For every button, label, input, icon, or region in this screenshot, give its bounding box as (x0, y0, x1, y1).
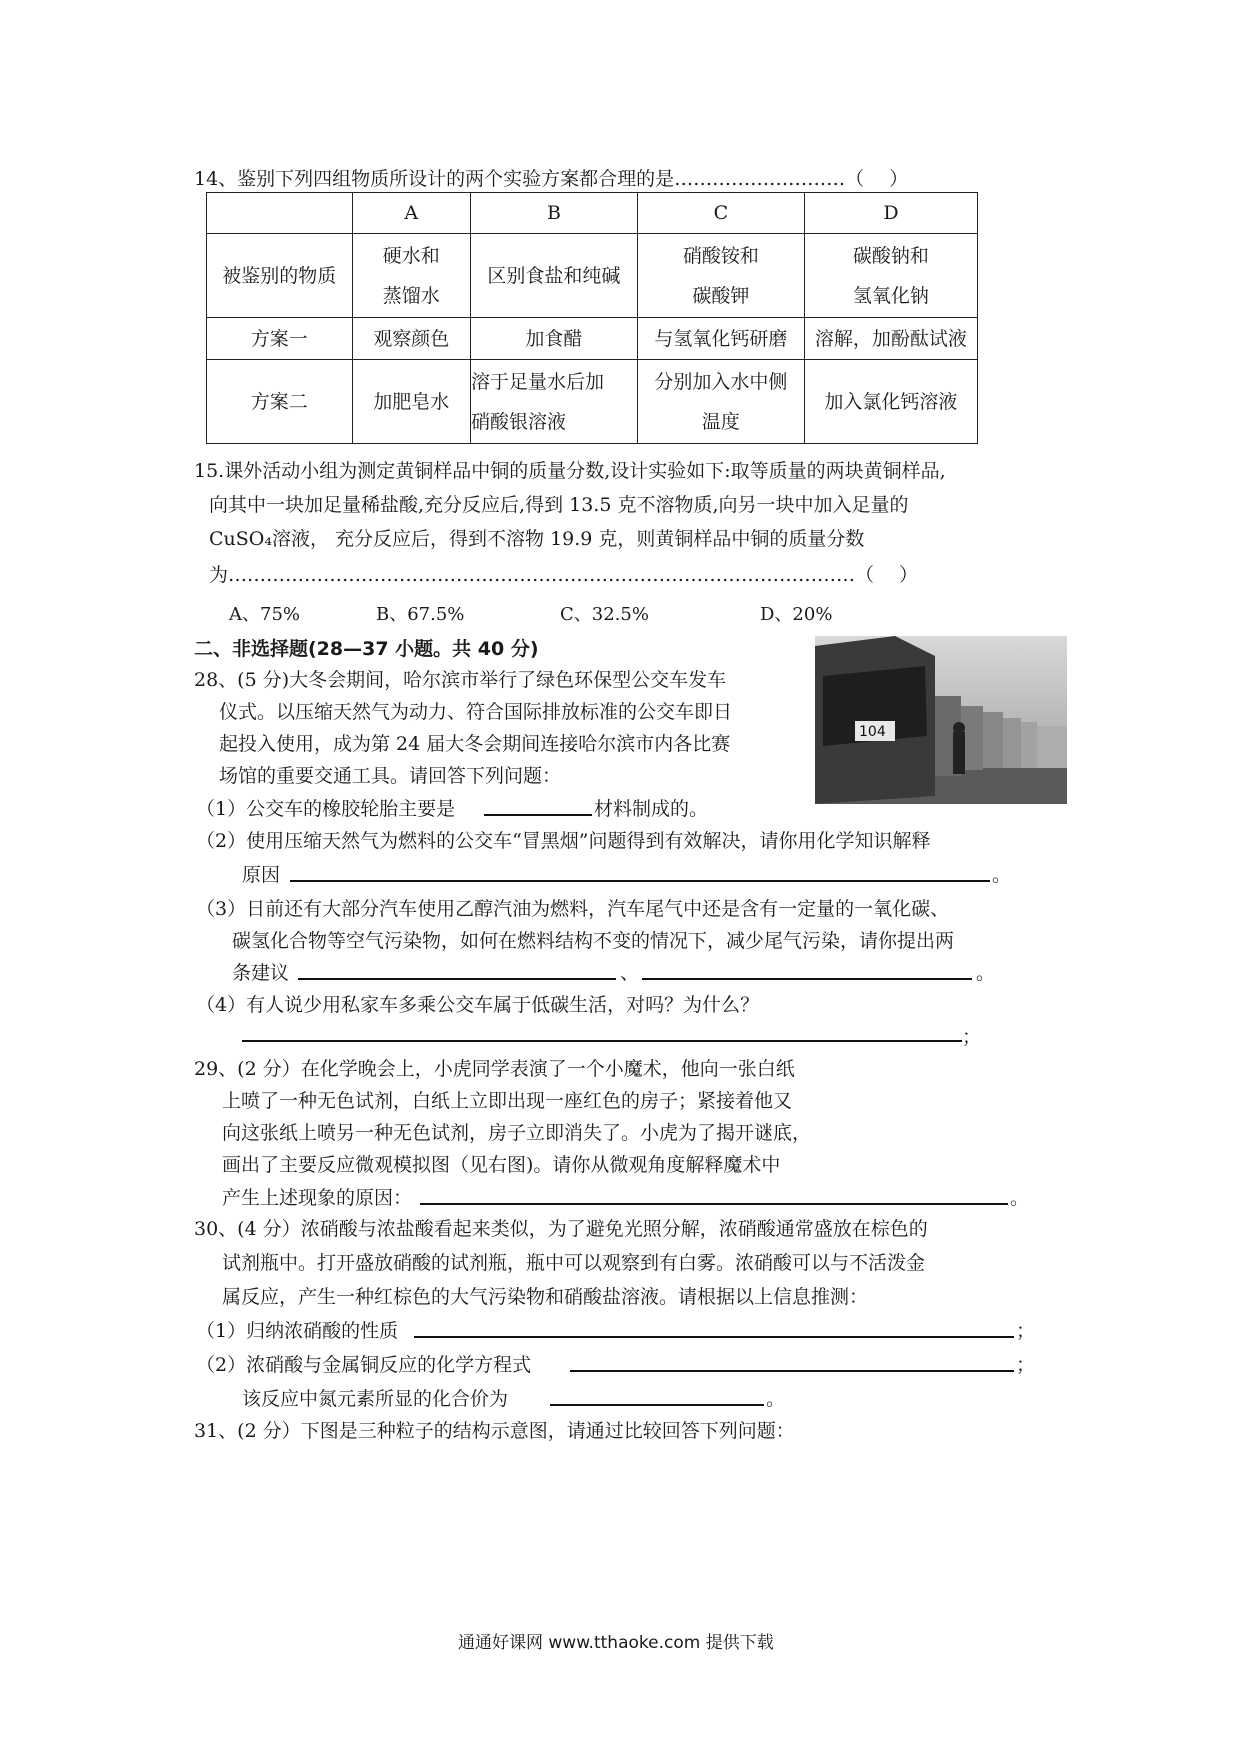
answer-blank[interactable] (298, 978, 616, 980)
bus-photo (815, 636, 1067, 804)
q28-line: 28、(5 分)大冬会期间，哈尔滨市举行了绿色环保型公交车发车 (194, 669, 727, 691)
q28-sub2-end: 。 (992, 864, 1012, 886)
q15-line: 向其中一块加足量稀盐酸,充分反应后,得到 13.5 克不溶物质,向另一块中加入足量的 (209, 494, 909, 516)
q29-line: 上喷了一种无色试剂，白纸上立即出现一座红色的房子；紧接着他又 (222, 1090, 793, 1112)
q29-end: 。 (1010, 1187, 1030, 1209)
table-row (207, 193, 978, 234)
q28-sub2-label: 原因 (242, 864, 281, 886)
q28-sub3-label: 条建议 (232, 962, 290, 984)
q28-sub3-end: 。 (976, 962, 996, 984)
table-cell: 观察颜色 (352, 318, 470, 360)
answer-blank[interactable] (642, 978, 972, 980)
answer-blank[interactable] (550, 1404, 764, 1406)
table-cell: 硬水和 蒸馏水 (352, 234, 470, 318)
table-cell: 硝酸铵和 碳酸钾 (637, 234, 804, 318)
q30-sub2b-end: 。 (766, 1388, 786, 1410)
q30-sub1-end: ； (1016, 1320, 1036, 1342)
table-cell: 溶于足量水后加 硝酸银溶液 (470, 360, 637, 444)
table-cell: 加食醋 (470, 318, 637, 360)
table-header-b: B (470, 193, 637, 234)
answer-blank[interactable] (414, 1336, 1014, 1338)
table-cell: 碳酸钠和 氢氧化钠 (804, 234, 977, 318)
table-cell: 加肥皂水 (352, 360, 470, 444)
answer-blank[interactable] (484, 814, 592, 816)
answer-blank[interactable] (242, 1040, 962, 1042)
table-cell: 分别加入水中侧 温度 (637, 360, 804, 444)
answer-blank[interactable] (290, 880, 990, 882)
table-cell: 区别食盐和纯碱 (470, 234, 637, 318)
q28-sub4-end: ； (962, 1026, 982, 1048)
q15-line: 15.课外活动小组为测定黄铜样品中铜的质量分数,设计实验如下:取等质量的两块黄铜样品, (194, 460, 946, 482)
q28-sub3: 碳氢化合物等空气污染物，如何在燃料结构不变的情况下，减少尾气污染，请你提出两 (232, 930, 955, 952)
q31-line: 31、(2 分）下图是三种粒子的结构示意图，请通过比较回答下列问题： (194, 1420, 795, 1442)
table-header-a: A (352, 193, 470, 234)
q28-sub3-sep: 、 (620, 962, 640, 984)
q28-line: 仪式。以压缩天然气为动力、符合国际排放标准的公交车即日 (219, 701, 733, 723)
table-row (207, 234, 978, 318)
q30-line: 30、(4 分）浓硝酸与浓盐酸看起来类似，为了避免光照分解，浓硝酸通常盛放在棕色的 (194, 1218, 928, 1240)
q28-sub1-end: 材料制成的。 (594, 798, 709, 820)
q28-sub3: （3）日前还有大部分汽车使用乙醇汽油为燃料，汽车尾气中还是含有一定量的一氧化碳、 (196, 898, 950, 920)
table-row (207, 318, 978, 360)
bus-number: 104 (859, 724, 886, 740)
footer: 通通好课网 www.tthaoke.com 提供下载 (458, 1633, 774, 1653)
table-cell: 溶解，加酚酞试液 (804, 318, 977, 360)
q29-line: 画出了主要反应微观模拟图（见右图)。请你从微观角度解释魔术中 (222, 1154, 781, 1176)
q28-line: 起投入使用，成为第 24 届大冬会期间连接哈尔滨市内各比赛 (219, 733, 731, 755)
row-label: 方案一 (207, 318, 353, 360)
q14-table (206, 192, 978, 444)
answer-blank[interactable] (420, 1203, 1008, 1205)
table-header-c: C (637, 193, 804, 234)
q15-option-d: D、20% (760, 604, 833, 625)
answer-blank[interactable] (570, 1370, 1014, 1372)
row-label: 方案二 (207, 360, 353, 444)
table-row (207, 360, 978, 444)
q30-sub2-end: ； (1016, 1354, 1036, 1376)
q15-line: 为………………………………………………………………………………………（ ） (209, 564, 919, 586)
q30-sub2b: 该反应中氮元素所显的化合价为 (242, 1388, 509, 1410)
q30-line: 属反应，产生一种红棕色的大气污染物和硝酸盐溶液。请根据以上信息推测： (222, 1286, 869, 1308)
table-cell (207, 193, 353, 234)
row-label: 被鉴别的物质 (207, 234, 353, 318)
q28-sub1: （1）公交车的橡胶轮胎主要是 (196, 798, 456, 820)
q30-sub2: （2）浓硝酸与金属铜反应的化学方程式 (196, 1354, 532, 1376)
q28-sub2: （2）使用压缩天然气为燃料的公交车“冒黑烟”问题得到有效解决，请你用化学知识解释 (196, 830, 931, 852)
q14-stem: 14、鉴别下列四组物质所设计的两个实验方案都合理的是………………………（ ） (194, 168, 909, 190)
q15-option-c: C、32.5% (560, 604, 649, 625)
table-cell: 与氢氧化钙研磨 (637, 318, 804, 360)
q15-option-a: A、75% (229, 604, 301, 625)
section-title: 二、非选择题(28—37 小题。共 40 分) (194, 638, 539, 660)
q30-line: 试剂瓶中。打开盛放硝酸的试剂瓶，瓶中可以观察到有白雾。浓硝酸可以与不活泼金 (222, 1252, 926, 1274)
q29-line: 29、(2 分）在化学晚会上，小虎同学表演了一个小魔术，他向一张白纸 (194, 1058, 795, 1080)
q29-line: 向这张纸上喷另一种无色试剂，房子立即消失了。小虎为了揭开谜底， (222, 1122, 812, 1144)
q30-sub1: （1）归纳浓硝酸的性质 (196, 1320, 399, 1342)
table-cell: 加入氯化钙溶液 (804, 360, 977, 444)
q15-line: CuSO₄溶液， 充分反应后，得到不溶物 19.9 克，则黄铜样品中铜的质量分数 (209, 528, 865, 550)
q28-line: 场馆的重要交通工具。请回答下列问题： (219, 765, 562, 787)
q28-sub4: （4）有人说少用私家车多乘公交车属于低碳生活，对吗？为什么？ (196, 994, 760, 1016)
q15-option-b: B、67.5% (376, 604, 465, 625)
table-header-d: D (804, 193, 977, 234)
q29-line: 产生上述现象的原因： (222, 1187, 413, 1209)
